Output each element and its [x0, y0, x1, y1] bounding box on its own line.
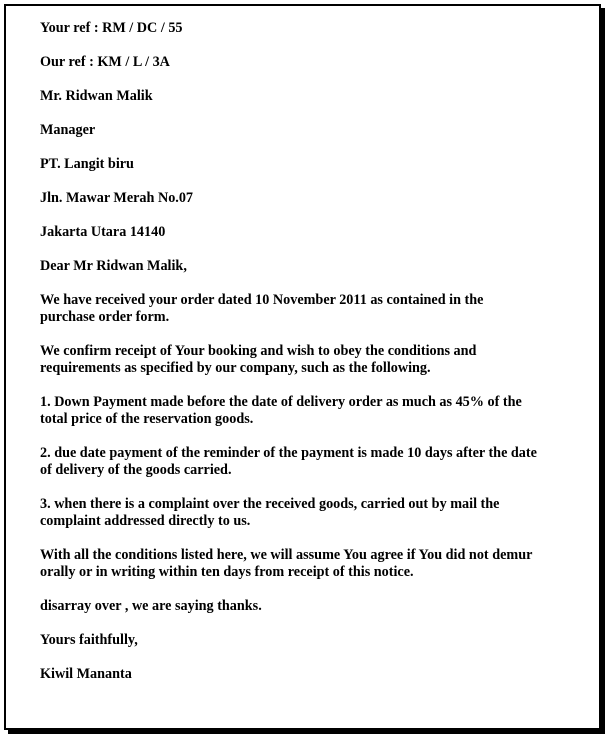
paragraph-line: requirements as specified by our company, such as the following.: [40, 360, 431, 376]
paragraph-line: 1. Down Payment made before the date of delivery order as much as 45% of the: [40, 394, 522, 410]
recipient-street: Jln. Mawar Merah No.07: [40, 190, 194, 206]
paragraph-line: orally or in writing within ten days from receipt of this notice.: [40, 564, 414, 580]
paragraph-order-received: [40, 292, 588, 326]
salutation: Dear Mr Ridwan Malik,: [40, 258, 187, 274]
condition-item-3: [40, 496, 588, 530]
condition-item-2: [40, 445, 588, 479]
paragraph-line: 2. due date payment of the reminder of the payment is made 10 days after the date: [40, 445, 537, 461]
paragraph-line: We confirm receipt of Your booking and wish to obey the conditions and: [40, 343, 477, 359]
paragraph-line: of delivery of the goods carried.: [40, 462, 232, 478]
recipient-title: Manager: [40, 122, 96, 138]
paragraph-line: total price of the reservation goods.: [40, 411, 254, 427]
condition-item-1: [40, 394, 588, 428]
our-reference: Our ref : KM / L / 3A: [40, 54, 170, 70]
paragraph-line: With all the conditions listed here, we will assume You agree if You did not demur: [40, 547, 533, 563]
your-reference: Your ref : RM / DC / 55: [40, 20, 183, 36]
paragraph-line: We have received your order dated 10 November 2011 as contained in the: [40, 292, 484, 308]
letter-frame: [4, 4, 601, 730]
sign-off: Yours faithfully,: [40, 632, 138, 648]
recipient-company: PT. Langit biru: [40, 156, 134, 172]
closing-line: disarray over , we are saying thanks.: [40, 598, 262, 614]
paragraph-line: 3. when there is a complaint over the received goods, carried out by mail the: [40, 496, 500, 512]
paragraph-line: complaint addressed directly to us.: [40, 513, 251, 529]
paragraph-agreement-notice: [40, 547, 588, 581]
recipient-name: Mr. Ridwan Malik: [40, 88, 153, 104]
paragraph-line: purchase order form.: [40, 309, 170, 325]
letter-body: [40, 20, 588, 683]
paragraph-confirm-booking: [40, 343, 588, 377]
recipient-city: Jakarta Utara 14140: [40, 224, 166, 240]
signer-name: Kiwil Mananta: [40, 666, 132, 682]
